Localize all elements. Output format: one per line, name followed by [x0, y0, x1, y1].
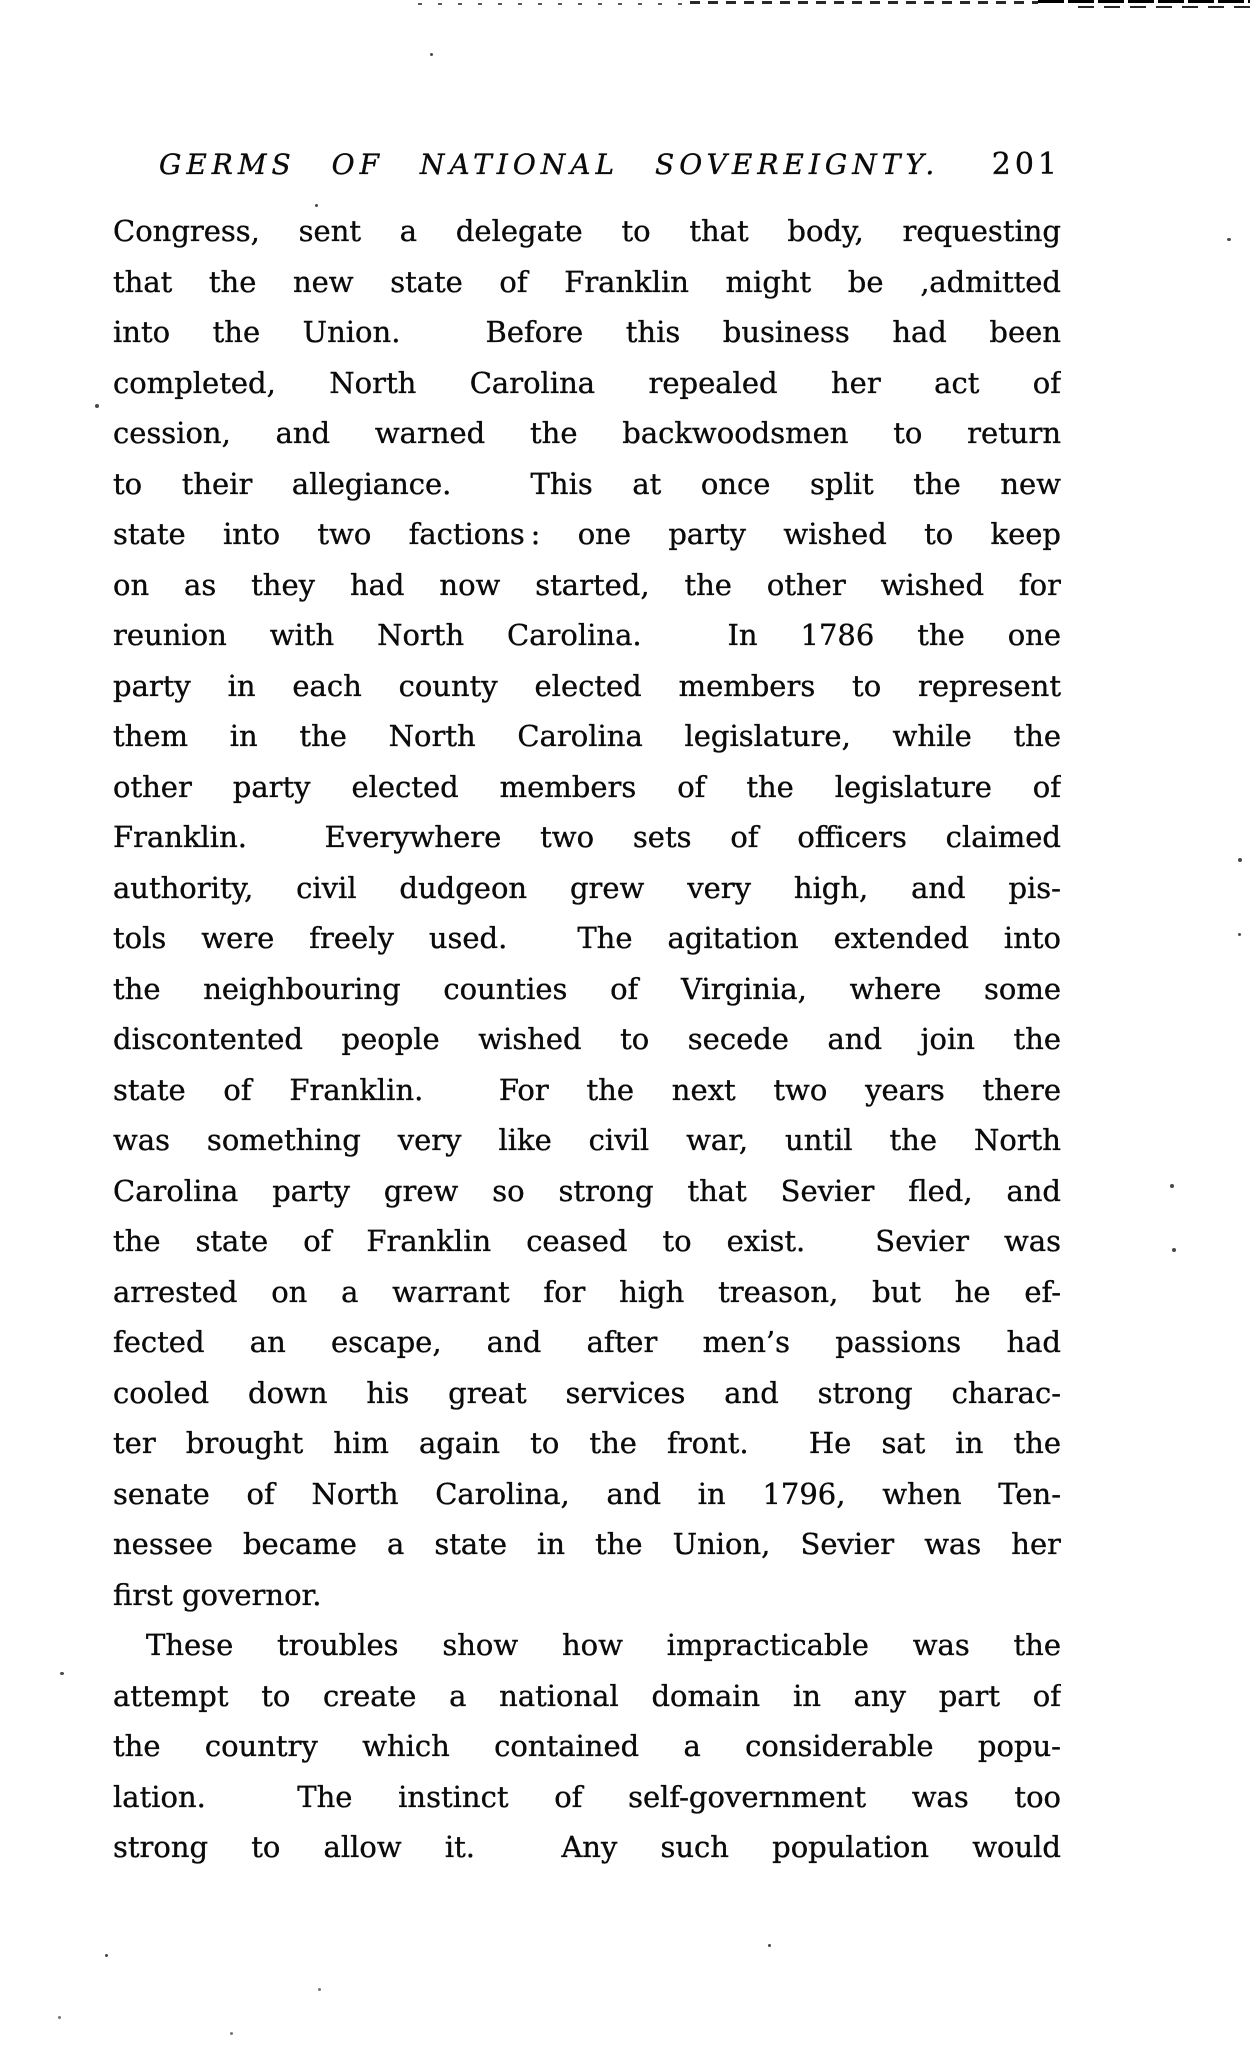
- text-line: reunion with North Carolina. In 1786 the one: [113, 618, 1061, 652]
- ink-speck: [1227, 238, 1231, 241]
- page-number: 201: [991, 147, 1061, 182]
- text-line: discontented people wished to secede and join the: [113, 1022, 1061, 1056]
- ink-speck: [768, 1944, 771, 1947]
- ink-speck: [318, 1988, 321, 1991]
- text-line: ter brought him again to the front. He sat in the: [113, 1426, 1061, 1460]
- text-line: strong to allow it. Any such population would: [113, 1830, 1061, 1864]
- ink-speck: [58, 2016, 61, 2019]
- text-line: that the new state of Franklin might be ‚admitted: [113, 264, 1061, 299]
- text-line: the state of Franklin ceased to exist. Sevier was: [113, 1224, 1061, 1258]
- text-line: lation. The instinct of self-government was too: [113, 1779, 1061, 1814]
- text-line: attempt to create a national domain in any part of: [113, 1678, 1061, 1713]
- text-line: on as they had now started, the other wished for: [113, 567, 1061, 602]
- ink-speck: [105, 1954, 108, 1957]
- text-line: other party elected members of the legislature of: [113, 769, 1061, 804]
- ink-speck: [1238, 858, 1242, 862]
- ink-speck: [430, 53, 433, 56]
- paragraph: [113, 206, 1061, 1620]
- text-line: cooled down his great services and strong charac-: [113, 1375, 1061, 1410]
- ink-speck: [1170, 1184, 1174, 1188]
- text-line: fected an escape, and after men’s passions had: [113, 1325, 1061, 1359]
- text-line: Franklin. Everywhere two sets of officers claimed: [113, 820, 1061, 854]
- text-line: authority, civil dudgeon grew very high, and pis-: [113, 870, 1061, 905]
- text-line: was something very like civil war, until the North: [113, 1123, 1061, 1157]
- ink-speck: [95, 404, 99, 408]
- text-line: to their allegiance. This at once split the new: [113, 466, 1061, 501]
- ink-speck: [1172, 1248, 1176, 1252]
- text-line: party in each county elected members to represent: [113, 668, 1061, 703]
- text-line: Carolina party grew so strong that Sevier fled, and: [113, 1173, 1061, 1208]
- text-line: nessee became a state in the Union, Sevier was her: [113, 1527, 1061, 1561]
- text-line: completed, North Carolina repealed her act of: [113, 365, 1061, 400]
- paragraph: [113, 1620, 1061, 1873]
- ink-speck: [1238, 933, 1241, 936]
- text-line: senate of North Carolina, and in 1796, when Ten-: [113, 1476, 1061, 1511]
- text-line: the country which contained a considerable popu-: [113, 1729, 1061, 1763]
- body-text: [113, 206, 1061, 1873]
- text-line: tols were freely used. The agitation extended into: [113, 921, 1061, 955]
- page-header: [113, 147, 1061, 182]
- torn-page-edge: [1078, 6, 1250, 8]
- text-line: into the Union. Before this business had been: [113, 315, 1061, 349]
- text-line: state of Franklin. For the next two years there: [113, 1072, 1061, 1107]
- running-title: GERMS OF NATIONAL SOVEREIGNTY.: [159, 148, 940, 181]
- ink-speck: [230, 2032, 233, 2035]
- ink-speck: [60, 1672, 64, 1675]
- text-line: them in the North Carolina legislature, while the: [113, 719, 1061, 753]
- torn-page-edge: [1038, 0, 1250, 3]
- text-line: first governor.: [113, 1577, 322, 1612]
- torn-page-edge: [690, 1, 1038, 4]
- text-line: These troubles show how impracticable was the: [146, 1628, 1061, 1662]
- text-line: arrested on a warrant for high treason, but he ef-: [113, 1274, 1061, 1309]
- text-line: cession, and warned the backwoodsmen to return: [113, 416, 1061, 450]
- ink-speck: [315, 204, 318, 207]
- text-line: state into two factions : one party wished to keep: [113, 517, 1061, 551]
- text-line: Congress, sent a delegate to that body, requesting: [113, 214, 1061, 248]
- torn-page-edge: [418, 3, 690, 5]
- text-line: the neighbouring counties of Virginia, where some: [113, 971, 1061, 1006]
